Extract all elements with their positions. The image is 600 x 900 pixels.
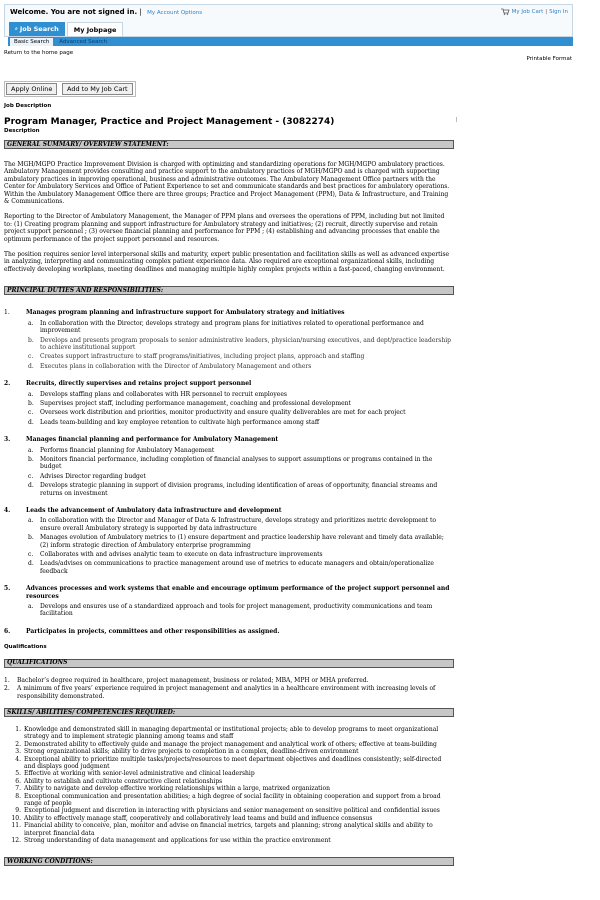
- summary-paragraph: The MGH/MGPO Practice Improvement Division is charged with optimizing and standardizing operations for MGH/MGPO ambulatory practices. Ambulatory Management provides consulting and practice support to the ambulatory practices of MGH/MGPO and is charged with supporting ambulatory practices in improving operational, business and administrative outcomes. The Ambulatory Management Office partners with the Center for Ambulatory Services and Office of Patient Experience to set and communicate standards and best practices for ambulatory operations. Within the Ambulatory Management Office there are three groups; Practice and Project Management (PPM), Data & Infrastructure, and Training & Communications.: [4, 161, 450, 206]
- section-header-skills: SKILLS/ ABILITIES/ COMPETENCIES REQUIRED:: [4, 708, 454, 717]
- duty-subitem: [4, 482, 454, 497]
- duty-item: [4, 380, 454, 426]
- duty-number: 6.: [4, 627, 11, 635]
- skill-item: [4, 837, 454, 844]
- skill-text: Effective at working with senior-level administrative and clinical leadership: [24, 770, 255, 778]
- duty-subitem: [4, 400, 454, 407]
- add-to-cart-button[interactable]: Add to My Job Cart: [62, 83, 133, 95]
- welcome-text: Welcome. You are not signed in.: [10, 8, 138, 16]
- skill-item: [4, 807, 454, 814]
- sign-in-link[interactable]: Sign In: [549, 8, 568, 15]
- subitem-text: Advises Director regarding budget: [40, 472, 146, 480]
- search-icon: ⌕: [15, 26, 18, 32]
- duties-list: [4, 309, 454, 635]
- duty-number: 3.: [4, 436, 11, 444]
- page-title: [4, 117, 334, 127]
- skill-item: [4, 741, 454, 748]
- duty-title: [4, 436, 454, 443]
- skill-number: 1.: [15, 725, 21, 733]
- subitem-text: Creates support infrastructure to staff programs/initiatives, including project plans, approach and staffing: [40, 353, 365, 361]
- subitem-letter: a.: [28, 517, 34, 525]
- subitem-letter: d.: [28, 418, 34, 426]
- subitem-letter: b.: [28, 534, 34, 542]
- summary-paragraph: The position requires senior level interpersonal skills and maturity, expert public presentation and facilitation skills as well as advanced expertise in analyzing, interpreting and communicating complex patient experience data. Also required are exceptional organizational skills, including effectively developing workplans, meeting deadlines and managing multiple highly complex projects within a fast-paced, changing environment.: [4, 251, 450, 273]
- duty-title: [4, 380, 454, 387]
- duty-subitem: [4, 456, 454, 471]
- skill-item: [4, 822, 454, 837]
- subitem-text: Supervises project staff, including performance management, coaching and professional development: [40, 399, 351, 407]
- description-label: Description: [4, 128, 40, 134]
- skill-text: Exceptional communication and presentation abilities; a high degree of social facility in obtaining cooperation and support from a broad range of people: [24, 792, 441, 807]
- subitem-letter: d.: [28, 362, 34, 370]
- skill-item: [4, 815, 454, 822]
- subitem-text: Monitors financial performance, including completion of financial analyses to support assumptions or programs contained in the budget: [40, 455, 433, 471]
- duty-item: [4, 585, 454, 618]
- skill-text: Knowledge and demonstrated skill in managing departmental or institutional projects; able to develop programs to meet organizational strategy and to implement strategic planning among teams and staff: [24, 725, 439, 741]
- duty-item: [4, 309, 454, 370]
- duty-title-text: Leads the advancement of Ambulatory data infrastructure and development: [26, 507, 282, 514]
- qualification-item: [4, 685, 454, 700]
- duty-title: [4, 309, 454, 316]
- job-content: [4, 140, 454, 866]
- qualification-number: 2.: [4, 685, 10, 693]
- skill-number: 12.: [11, 837, 21, 844]
- duty-item: [4, 436, 454, 497]
- subitem-letter: a.: [28, 319, 34, 327]
- skill-number: 3.: [15, 748, 21, 756]
- duty-subitem: [4, 551, 454, 558]
- subitem-text: Oversees work distribution and priorities, monitor productivity and ensure quality deliverables are met for each project: [40, 409, 406, 417]
- subitem-letter: c.: [28, 472, 34, 480]
- subitem-text: Develops staffing plans and collaborates with HR personnel to recruit employees: [40, 390, 287, 398]
- skill-text: Strong organizational skills; ability to drive projects to completion in a complex, deadline-driven environment: [24, 748, 359, 756]
- subitem-letter: b.: [28, 399, 34, 407]
- section-header-summary: GENERAL SUMMARY/ OVERVIEW STATEMENT:: [4, 140, 454, 149]
- skill-text: Demonstrated ability to effectively guide and manage the project management and analytical work of others; effective at team-building: [24, 740, 437, 748]
- job-title-text: Program Manager, Practice and Project Management: [4, 117, 273, 127]
- skill-item: [4, 793, 454, 808]
- skill-number: 9.: [15, 807, 21, 815]
- subitem-text: Develops strategic planning in support of division programs, including identification of areas of opportunity, financial streams and returns on investment: [40, 482, 438, 497]
- subitem-text: Manages evolution of Ambulatory metrics to (1) ensure department and practice leadership have relevant and timely data available; (2) inform strategic direction of Ambulatory enterprise programming: [40, 534, 444, 549]
- skill-number: 6.: [15, 777, 21, 785]
- summary-paragraph: Reporting to the Director of Ambulatory Management, the Manager of PPM plans and oversees the operations of PPM, including but not limited to: (1) Creating program planning and support infrastructure for Ambulatory strategy and initiatives; (2) recruit, directly supervise and retain project support personnel ; (3) oversee financial planning and performance for PPM ; (4) establishing and advancing processes that enable the optimum performance of the project support personnel and resources.: [4, 213, 445, 243]
- subitem-letter: a.: [28, 446, 34, 454]
- skills-list: [4, 726, 454, 845]
- skill-text: Financial ability to conceive, plan, monitor and advise on financial metrics, targets and planning; strong analytical skills and ability to interpret financial data: [24, 822, 433, 837]
- main-tabs: [9, 22, 123, 36]
- duty-subitem: [4, 391, 454, 398]
- subitem-letter: d.: [28, 482, 34, 490]
- subitem-letter: a.: [28, 390, 34, 398]
- tab-job-search[interactable]: [9, 22, 65, 36]
- qualifications-label: Qualifications: [4, 644, 47, 651]
- subitem-letter: b.: [28, 455, 34, 463]
- skill-item: [4, 726, 454, 741]
- skill-number: 8.: [15, 792, 21, 800]
- tab-my-jobpage[interactable]: [67, 22, 124, 36]
- duty-title: [4, 585, 454, 600]
- skill-number: 4.: [15, 755, 21, 763]
- skill-number: 10.: [11, 814, 21, 822]
- duty-number: 5.: [4, 585, 11, 593]
- subitem-text: Develops and ensures use of a standardized approach and tools for project management, productivity communications and team facilitation: [40, 603, 433, 618]
- section-header-working: WORKING CONDITIONS:: [4, 857, 454, 866]
- subitem-text: Leads/advises on communications to practice management around use of metrics to educate managers and obtain/operationalize feedback: [40, 560, 434, 575]
- qualification-number: 1.: [4, 676, 10, 684]
- header-bar: [4, 4, 573, 37]
- duty-subitem: [4, 419, 454, 426]
- duty-subitem: [4, 560, 454, 575]
- subitem-letter: a.: [28, 603, 34, 611]
- my-account-link[interactable]: My Account Options: [147, 10, 203, 16]
- subtab-advanced-search[interactable]: Advanced Search: [59, 38, 108, 45]
- skill-text: Ability to establish and cultivate constructive client relationships: [24, 777, 223, 785]
- skill-text: Strong understanding of data management and applications for use within the practice environment: [24, 837, 331, 844]
- welcome-message: Welcome. You are not signed in. | My Account Options: [10, 8, 203, 16]
- duty-subitem: [4, 447, 454, 454]
- duty-item: [4, 507, 454, 575]
- subitem-text: Collaborates with and advises analytic team to execute on data infrastructure improvements: [40, 551, 323, 559]
- qualification-text: Bachelor’s degree required in healthcare, project management, business or related; MBA, MPH or MHA preferred.: [17, 676, 369, 684]
- divider: [456, 117, 457, 122]
- duty-subitem: [4, 353, 454, 360]
- job-id: - (3082274): [272, 117, 335, 127]
- my-job-cart-link[interactable]: My Job Cart: [511, 8, 544, 15]
- qualification-text: A minimum of five years’ experience required in project management and analytics in a healthcare environment with increasing levels of responsibility demonstrated.: [17, 685, 436, 700]
- duty-subitem: [4, 409, 454, 416]
- duty-subitem: [4, 363, 454, 370]
- duty-number: 4.: [4, 507, 11, 514]
- subitem-letter: c.: [28, 409, 34, 417]
- subitem-text: In collaboration with the Director and Manager of Data & Infrastructure, develops strategy and prioritizes metric development to ensure overall Ambulatory strategy is supported by data infrastructure: [40, 517, 437, 532]
- skill-item: [4, 770, 454, 777]
- duty-title-text: Participates in projects, committees and other responsibilities as assigned.: [26, 627, 280, 635]
- printable-format-link[interactable]: Printable Format: [526, 56, 572, 62]
- duty-title: [4, 507, 454, 514]
- subtab-basic-search[interactable]: Basic Search: [10, 38, 53, 46]
- subitem-text: Leads team-building and key employee retention to cultivate high performance among staff: [40, 418, 320, 426]
- tab-label: My Jobpage: [73, 25, 117, 34]
- tab-label: Job Search: [19, 25, 59, 33]
- skill-text: Exceptional ability to prioritize multiple tasks/projects/resources to meet department objectives and deadlines consistently; self-directed and displays good judgment: [24, 755, 442, 770]
- header-links: My Job Cart | Sign In: [501, 8, 568, 15]
- subitem-letter: b.: [28, 336, 34, 344]
- skill-item: [4, 756, 454, 771]
- return-home-link[interactable]: Return to the home page: [4, 50, 74, 56]
- duty-number: 2.: [4, 380, 11, 388]
- duty-title-text: Advances processes and work systems that enable and encourage optimum performance of the project support personnel and resources: [26, 585, 450, 600]
- cart-icon: [501, 8, 510, 15]
- subitem-letter: d.: [28, 560, 34, 568]
- skill-text: Ability to effectively manage staff, cooperatively and collaboratively lead teams and build and influence consensus: [24, 814, 373, 822]
- duty-subitem: [4, 603, 454, 618]
- skill-number: 7.: [15, 785, 21, 793]
- duty-title-text: Recruits, directly supervises and retains project support personnel: [26, 380, 252, 388]
- duty-title-text: Manages financial planning and performance for Ambulatory Management: [26, 436, 279, 444]
- duty-number: 1.: [4, 309, 10, 317]
- subitem-text: Executes plans in collaboration with the Director of Ambulatory Management and others: [40, 362, 312, 370]
- job-description-label: Job Description: [4, 103, 52, 109]
- duty-subitem: [4, 320, 454, 335]
- skill-item: [4, 778, 454, 785]
- skill-number: 11.: [11, 822, 21, 830]
- skill-text: Ability to navigate and develop effective working relationships within a large, matrixed organization: [24, 785, 330, 793]
- section-header-qualifications: QUALIFICATIONS: [4, 659, 454, 668]
- skill-number: 2.: [15, 740, 21, 748]
- section-header-duties: PRINCIPAL DUTIES AND RESPONSIBILITIES:: [4, 286, 454, 295]
- sub-nav: [8, 37, 573, 46]
- subitem-letter: c.: [28, 353, 34, 361]
- subitem-text: In collaboration with the Director, develops strategy and program plans for initiatives related to operational performance and improvement: [40, 319, 424, 335]
- duty-subitem: [4, 534, 454, 549]
- qualifications-list: [4, 677, 454, 700]
- duty-subitem: [4, 337, 454, 352]
- skill-item: [4, 748, 454, 755]
- duty-title-text: Manages program planning and infrastructure support for Ambulatory strategy and initiatives: [26, 309, 345, 317]
- duty-subitem: [4, 517, 454, 532]
- duty-subitem: [4, 473, 454, 480]
- skill-number: 5.: [15, 770, 21, 778]
- apply-online-button[interactable]: Apply Online: [6, 83, 57, 95]
- skill-text: Exceptional judgment and discretion in interacting with physicians and senior management on sensitive political and confidential issues: [24, 807, 440, 815]
- subitem-text: Develops and presents program proposals to senior administrative leaders, physician/nursing executives, and dept/practice leadership to achieve institutional support: [40, 336, 451, 351]
- duty-item: [4, 628, 454, 635]
- qualification-item: [4, 677, 454, 684]
- subitem-letter: c.: [28, 551, 34, 559]
- skill-item: [4, 785, 454, 792]
- duty-title: [4, 628, 454, 635]
- subitem-text: Performs financial planning for Ambulatory Management: [40, 446, 215, 454]
